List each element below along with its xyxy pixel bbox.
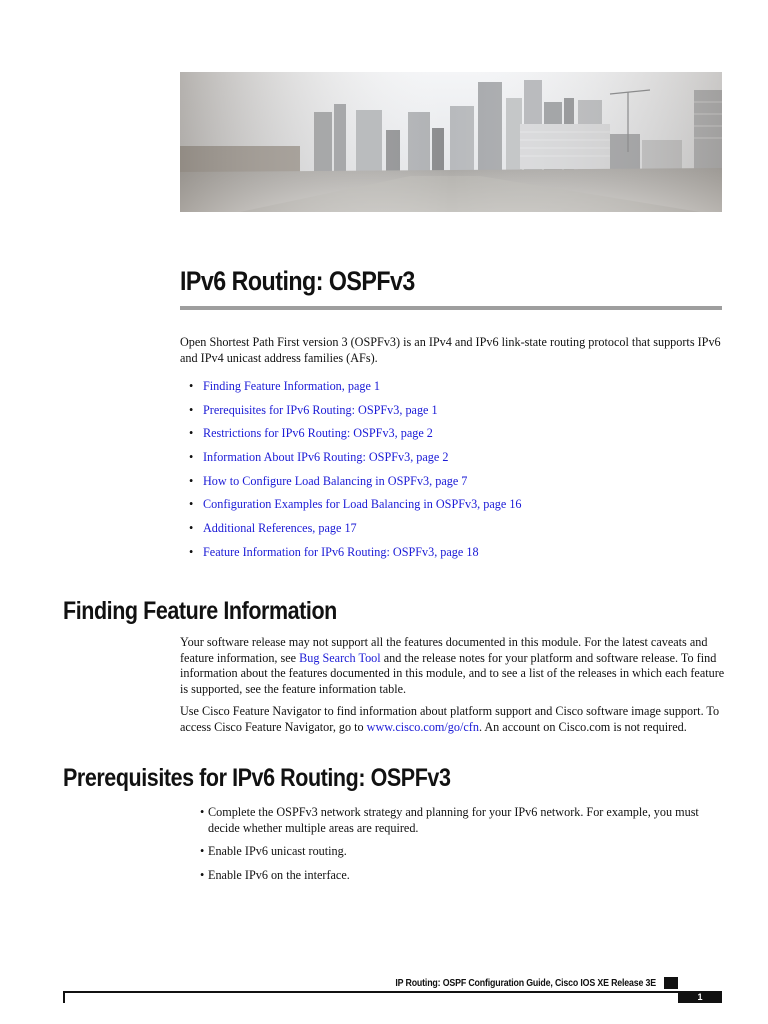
list-item — [200, 805, 725, 836]
bullet: • — [189, 521, 194, 536]
toc-item — [189, 449, 522, 473]
paragraph-text: Use Cisco Feature Navigator to find information about platform support and Cisco software image support. To access Cisco Feature Navigator, go to — [180, 704, 720, 734]
list-item — [200, 868, 725, 884]
paragraph-text: . An account on Cisco.com is not required. — [478, 719, 687, 734]
toc-item — [189, 544, 522, 568]
finding-paragraph-1 — [180, 635, 725, 697]
list-item — [200, 844, 725, 860]
toc-item — [189, 425, 522, 449]
toc-item — [189, 496, 522, 520]
bullet: • — [189, 544, 194, 559]
footer-guide-title: IP Routing: OSPF Configuration Guide, Cisco IOS XE Release 3E — [395, 977, 656, 989]
list-item-text: Enable IPv6 unicast routing. — [208, 844, 347, 858]
paragraph-text: Your software release may not support all the features documented in this module. For the latest caveats and feature information, see — [180, 635, 708, 665]
bullet: • — [189, 450, 194, 465]
bullet: • — [200, 844, 205, 858]
toc-link-prerequisites[interactable]: Prerequisites for IPv6 Routing: OSPFv3, page 1 — [203, 402, 438, 417]
bullet: • — [189, 497, 194, 512]
toc-item — [189, 402, 522, 426]
footer-divider — [63, 991, 678, 993]
list-item-text: Complete the OSPFv3 network strategy and planning for your IPv6 network. For example, you must decide whether multiple areas are required. — [208, 805, 699, 835]
header-cityscape-image — [180, 72, 722, 212]
page-number: 1 — [678, 991, 722, 1003]
footer-marker — [664, 977, 678, 989]
toc-link-feature-information[interactable]: Feature Information for IPv6 Routing: OSPFv3, page 18 — [203, 544, 479, 559]
bullet: • — [189, 426, 194, 441]
toc-link-configuration-examples[interactable]: Configuration Examples for Load Balancing in OSPFv3, page 16 — [203, 497, 522, 512]
toc-item — [189, 520, 522, 544]
bug-search-tool-link[interactable]: Bug Search Tool — [299, 650, 381, 665]
toc-link-information-about[interactable]: Information About IPv6 Routing: OSPFv3, page 2 — [203, 450, 449, 465]
section-title-finding-feature-information: Finding Feature Information — [63, 597, 337, 625]
chapter-intro: Open Shortest Path First version 3 (OSPFv3) is an IPv4 and IPv6 link-state routing protocol that supports IPv6 and IPv4 unicast address families (AFs). — [180, 335, 721, 365]
bullet: • — [189, 402, 194, 417]
chapter-title: IPv6 Routing: OSPFv3 — [180, 266, 415, 296]
list-item-text: Enable IPv6 on the interface. — [208, 867, 350, 882]
toc-item — [189, 473, 522, 497]
toc-link-restrictions[interactable]: Restrictions for IPv6 Routing: OSPFv3, page 2 — [203, 426, 433, 441]
title-divider — [180, 306, 722, 310]
toc-link-additional-references[interactable]: Additional References, page 17 — [203, 521, 357, 536]
cisco-feature-navigator-link[interactable]: www.cisco.com/go/cfn — [366, 719, 479, 734]
section-title-prerequisites: Prerequisites for IPv6 Routing: OSPFv3 — [63, 764, 451, 792]
bullet: • — [189, 473, 194, 488]
prerequisites-list — [200, 805, 725, 891]
toc-link-how-to-configure[interactable]: How to Configure Load Balancing in OSPFv3, page 7 — [203, 473, 468, 488]
bullet: • — [200, 805, 205, 819]
footer-divider-tick — [63, 991, 65, 1003]
bullet: • — [200, 867, 205, 882]
bullet: • — [189, 379, 194, 393]
paragraph-text: and the release notes for your platform and software release. To find information about the features documented in this module, and to see a list of the releases in which each feature is supported, see the feature information table. — [180, 650, 725, 696]
chapter-toc — [189, 378, 522, 568]
finding-paragraph-2 — [180, 704, 725, 735]
toc-link-finding-feature-information[interactable]: Finding Feature Information, page 1 — [203, 379, 381, 393]
toc-item — [189, 378, 522, 402]
